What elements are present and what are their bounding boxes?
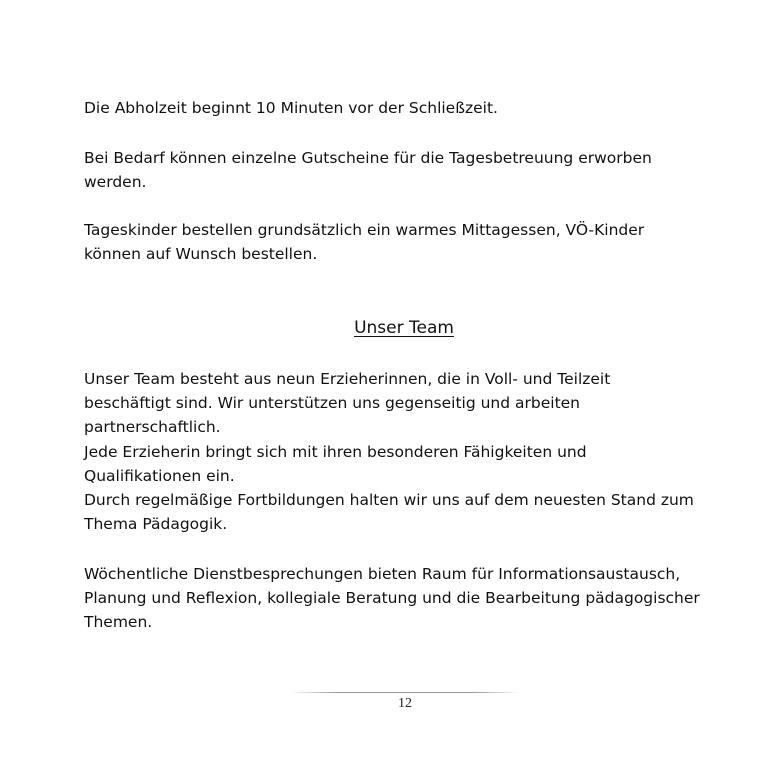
paragraph-line: Tageskinder bestellen grundsätzlich ein warmes Mittagessen, VÖ-Kinder: [84, 221, 645, 239]
page-number: 12: [398, 696, 412, 711]
paragraph-line: Planung und Reflexion, kollegiale Beratung und die Bearbeitung pädagogischer: [84, 589, 700, 607]
paragraph-line: Bei Bedarf können einzelne Gutscheine für die Tagesbetreuung erworben: [84, 149, 652, 167]
paragraph-line: können auf Wunsch bestellen.: [84, 245, 318, 263]
paragraph-line: Themen.: [84, 613, 153, 631]
footer-divider: [290, 692, 520, 693]
paragraph-line: Wöchentliche Dienstbesprechungen bieten Raum für Informationsaustausch,: [84, 565, 681, 583]
paragraph-line: Die Abholzeit beginnt 10 Minuten vor der Schließzeit.: [84, 99, 498, 117]
paragraph-line: Qualifikationen ein.: [84, 467, 235, 485]
section-heading: Unser Team: [354, 318, 454, 338]
paragraph-line: beschäftigt sind. Wir unterstützen uns gegenseitig und arbeiten: [84, 394, 580, 412]
paragraph-line: Jede Erzieherin bringt sich mit ihren besonderen Fähigkeiten und: [84, 443, 587, 461]
paragraph-line: werden.: [84, 173, 147, 191]
paragraph-line: Durch regelmäßige Fortbildungen halten wir uns auf dem neuesten Stand zum: [84, 491, 694, 509]
paragraph-line: Unser Team besteht aus neun Erzieherinnen, die in Voll- und Teilzeit: [84, 370, 611, 388]
paragraph-line: partnerschaftlich.: [84, 418, 221, 436]
paragraph-line: Thema Pädagogik.: [84, 515, 228, 533]
